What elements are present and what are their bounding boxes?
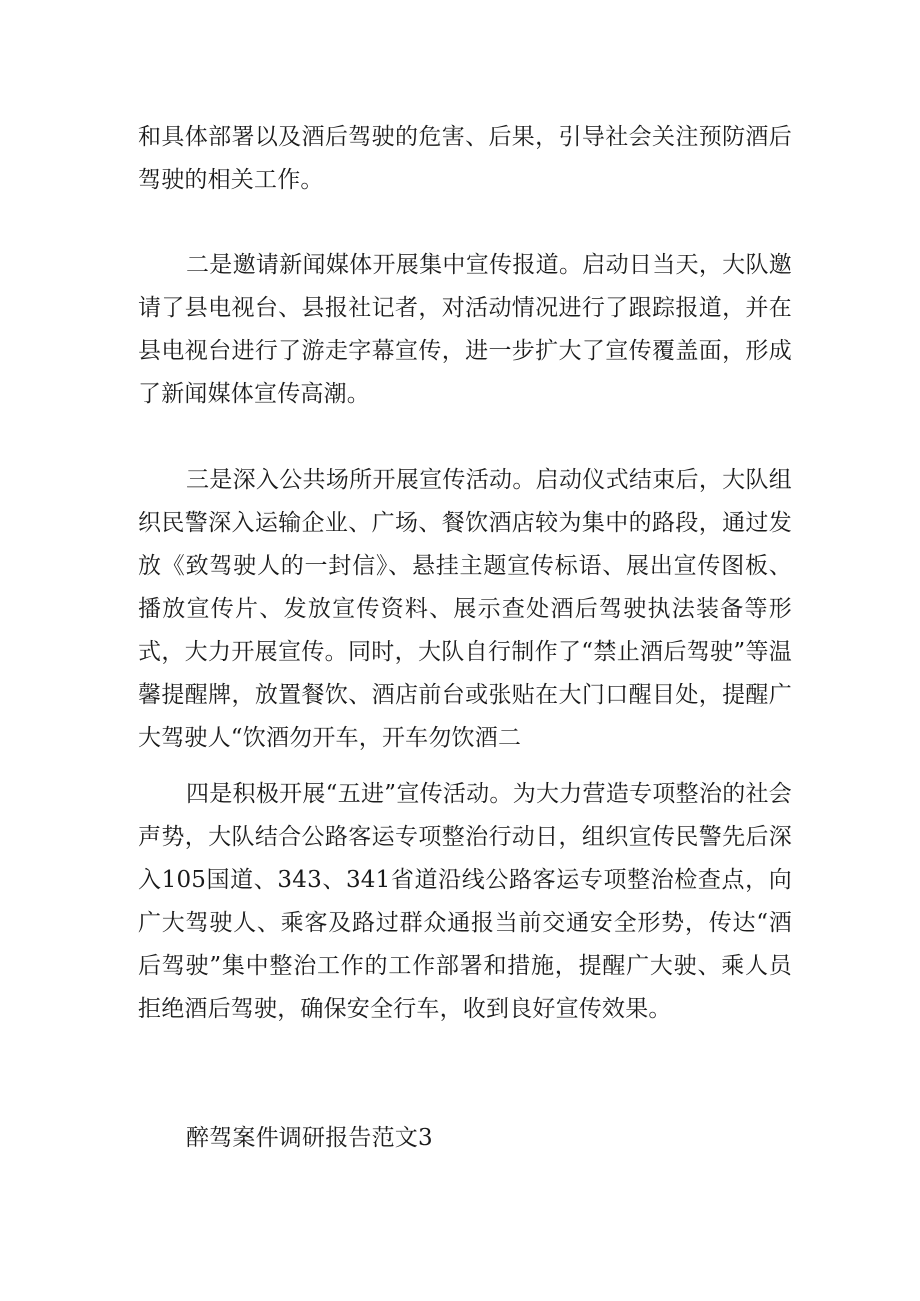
paragraph-media-coverage: 二是邀请新闻媒体开展集中宣传报道。启动日当天，大队邀请了县电视台、县报社记者，对活动情况进行了跟踪报道，并在县电视台进行了游走字幕宣传，进一步扩大了宣传覆盖面，形成了新闻媒体宣传高潮。 [138,252,792,407]
paragraph-five-entries: 四是积极开展“五进”宣传活动。为大力营造专项整治的社会声势，大队结合公路客运专项整治行动日，组织宣传民警先后深入105国道、343、341省道沿线公路客运专项整治检查点，向广大驾驶人、乘客及路过群众通报当前交通安全形势，传达“酒后驾驶”集中整治工作的工作部署和措施，提醒广大驶、乘人员拒绝酒后驾驶，确保安全行车，收到良好宣传效果。 [138,781,792,1022]
section-heading: 醉驾案件调研报告范文3 [186,1125,433,1151]
paragraph-continuation: 和具体部署以及酒后驾驶的危害、后果，引导社会关注预防酒后驾驶的相关工作。 [138,124,792,193]
paragraph-public-places: 三是深入公共场所开展宣传活动。启动仪式结束后，大队组织民警深入运输企业、广场、餐饮酒店较为集中的路段，通过发放《致驾驶人的一封信》、悬挂主题宣传标语、展出宣传图板、播放宣传片、发放宣传资料、展示查处酒后驾驶执法装备等形式，大力开展宣传。同时，大队自行制作了“禁止酒后驾驶”等温馨提醒牌，放置餐饮、酒店前台或张贴在大门口醒目处，提醒广大驾驶人“饮酒勿开车，开车勿饮酒二 [138,467,792,751]
